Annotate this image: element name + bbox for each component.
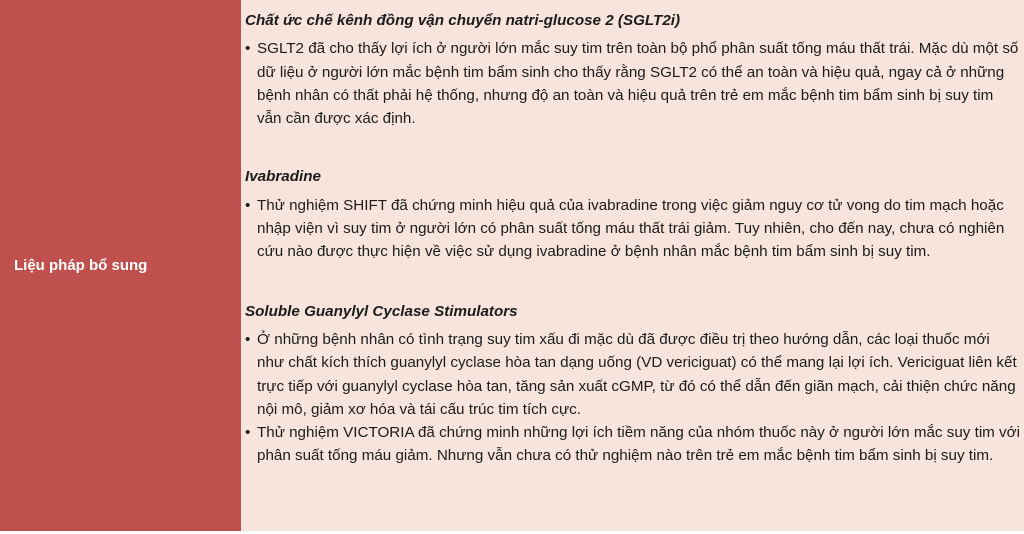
section-title: Ivabradine bbox=[245, 168, 321, 186]
section-ivabradine bbox=[245, 165, 1020, 263]
bullet-item: • SGLT2 đã cho thấy lợi ích ở người lớn mắc suy tim trên toàn bộ phổ phân suất tống máu thất trái. Mặc dù một số dữ liệu ở người lớn mắc bệnh tim bẩm sinh cho thấy rằng SGLT2 có thể an toàn và hiệu quả, ngay cả ở những bệnh nhân có thất phải hệ thống, nhưng độ an toàn và hiệu quả trên trẻ em mắc bệnh tim bẩm sinh bị suy tim vẫn cần được xác định. bbox=[245, 37, 1020, 130]
bullet-item: • Thử nghiệm SHIFT đã chứng minh hiệu quả của ivabradine trong việc giảm nguy cơ tử vong do tim mạch hoặc nhập viện vì suy tim ở người lớn có phân suất tống máu thất trái giảm. Tuy nhiên, cho đến nay, chưa có nghiên cứu nào được thực hiện về việc sử dụng ivabradine ở bệnh nhân mắc bệnh tim bẩm sinh bị suy tim. bbox=[245, 194, 1020, 264]
row-header-label: Liệu pháp bổ sung bbox=[14, 257, 148, 274]
bullet-list bbox=[245, 328, 1020, 468]
bullet-list bbox=[245, 37, 1020, 130]
section-title: Soluble Guanylyl Cyclase Stimulators bbox=[245, 302, 518, 320]
bullet-item: • Ở những bệnh nhân có tình trạng suy tim xấu đi mặc dù đã được điều trị theo hướng dẫn, các loại thuốc mới như chất kích thích guanylyl cyclase hòa tan dạng uống (VD vericiguat) có thể mang lại lợi ích. Vericiguat liên kết trực tiếp với guanylyl cyclase hòa tan, tăng sản xuất cGMP, từ đó có thể dẫn đến giãn mạch, cải thiện chức năng nội mô, giảm xơ hóa và tái cấu trúc tim tích cực. bbox=[245, 328, 1020, 421]
row-header-cell bbox=[0, 0, 241, 531]
section-sglt2i bbox=[245, 9, 1020, 130]
section-sgc-stimulators bbox=[245, 300, 1020, 468]
bullet-item: • Thử nghiệm VICTORIA đã chứng minh những lợi ích tiềm năng của nhóm thuốc này ở người lớn mắc suy tim với phân suất tống máu giảm. Nhưng vẫn chưa có thử nghiệm nào trên trẻ em mắc bệnh tim bẩm sinh bị suy tim. bbox=[245, 421, 1020, 468]
section-title: Chất ức chế kênh đồng vận chuyển natri-glucose 2 (SGLT2i) bbox=[245, 12, 681, 29]
content-cell bbox=[241, 0, 1024, 531]
bullet-list bbox=[245, 194, 1020, 264]
